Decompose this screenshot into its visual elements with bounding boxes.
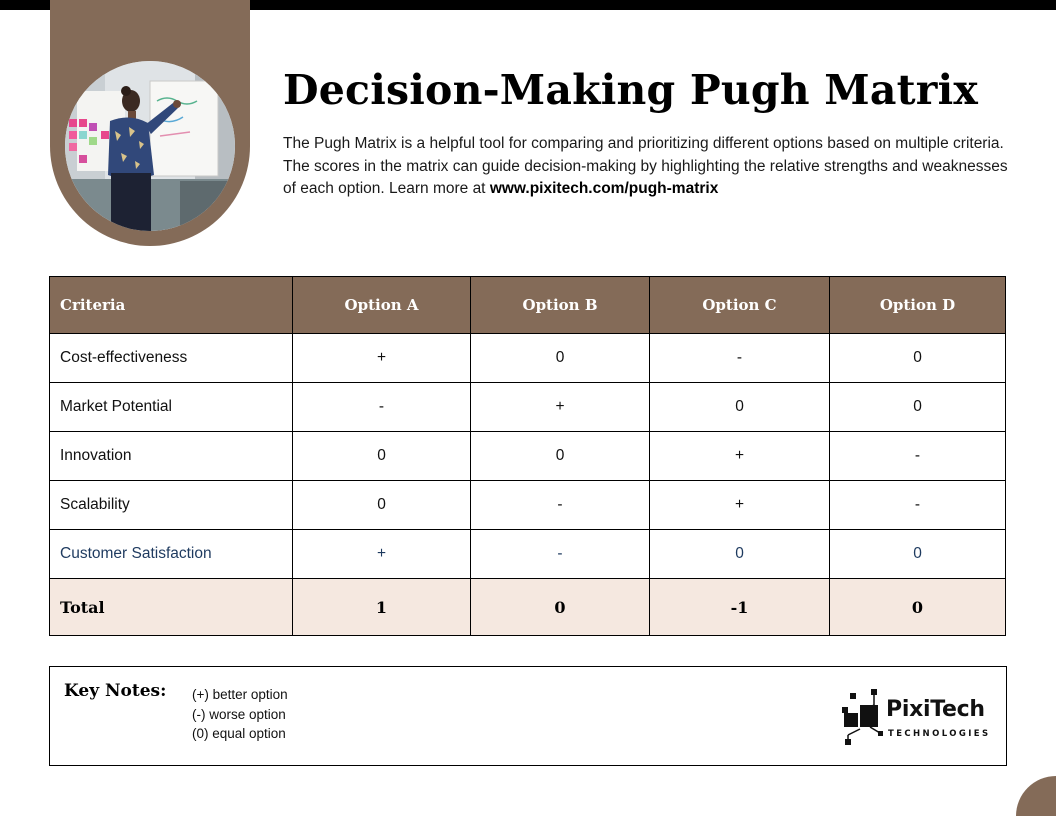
total-score-cell: 0 [830,579,1006,636]
column-header-option-d: Option D [830,277,1006,334]
key-notes-box [49,666,1007,766]
table-row-market-potential [50,383,1006,432]
score-cell: + [293,530,471,579]
column-header-option-a: Option A [293,277,471,334]
score-cell: 0 [471,334,650,383]
score-cell: 0 [830,334,1006,383]
logo-tagline: TECHNOLOGIES [888,729,991,739]
corner-decoration [1016,776,1056,816]
table-row-customer-satisfaction [50,530,1006,579]
score-cell: - [293,383,471,432]
logo-name: PixiTech [886,697,985,722]
intro-paragraph [283,133,1013,201]
note-equal-option: (0) equal option [192,726,286,741]
score-cell: 0 [293,481,471,530]
score-cell: + [650,481,830,530]
note-worse-option: (-) worse option [192,706,286,722]
score-cell: - [650,334,830,383]
score-cell: - [471,530,650,579]
header-row [50,277,1006,334]
intro-text: The Pugh Matrix is a helpful tool for comparing and prioritizing different options based on multiple criteria. The scores in the matrix can guide decision-making by highlighting the relative strengths and weaknesses of each option. Learn more at [283,135,1008,197]
score-cell: - [471,481,650,530]
score-cell: - [830,481,1006,530]
criterion-cell: Innovation [50,432,293,481]
score-cell: + [471,383,650,432]
note-better-option: (+) better option [192,687,288,702]
key-notes-title: Key Notes: [64,681,167,701]
key-notes-list [192,685,288,744]
table-row-cost-effectiveness [50,334,1006,383]
criterion-cell: Customer Satisfaction [50,530,293,579]
total-score-cell: 0 [471,579,650,636]
total-score-cell: 1 [293,579,471,636]
presenter-photo [65,61,235,231]
column-header-criteria: Criteria [50,277,293,334]
column-header-option-b: Option B [471,277,650,334]
table-row-total [50,579,1006,636]
criterion-cell: Scalability [50,481,293,530]
table-row-innovation [50,432,1006,481]
pixitech-logo [840,689,990,745]
score-cell: - [830,432,1006,481]
criterion-cell: Market Potential [50,383,293,432]
pugh-matrix-link[interactable]: www.pixitech.com/pugh-matrix [489,180,719,197]
total-label: Total [50,579,293,636]
score-cell: 0 [293,432,471,481]
table-row-scalability [50,481,1006,530]
column-header-option-c: Option C [650,277,830,334]
pugh-matrix-table [49,276,1006,636]
criterion-cell: Cost-effectiveness [50,334,293,383]
pixitech-logo-mark-icon [840,689,886,745]
page-title: Decision-Making Pugh Matrix [283,66,978,114]
score-cell: 0 [471,432,650,481]
score-cell: 0 [650,530,830,579]
score-cell: 0 [830,530,1006,579]
score-cell: + [650,432,830,481]
score-cell: 0 [650,383,830,432]
score-cell: + [293,334,471,383]
score-cell: 0 [830,383,1006,432]
total-score-cell: -1 [650,579,830,636]
